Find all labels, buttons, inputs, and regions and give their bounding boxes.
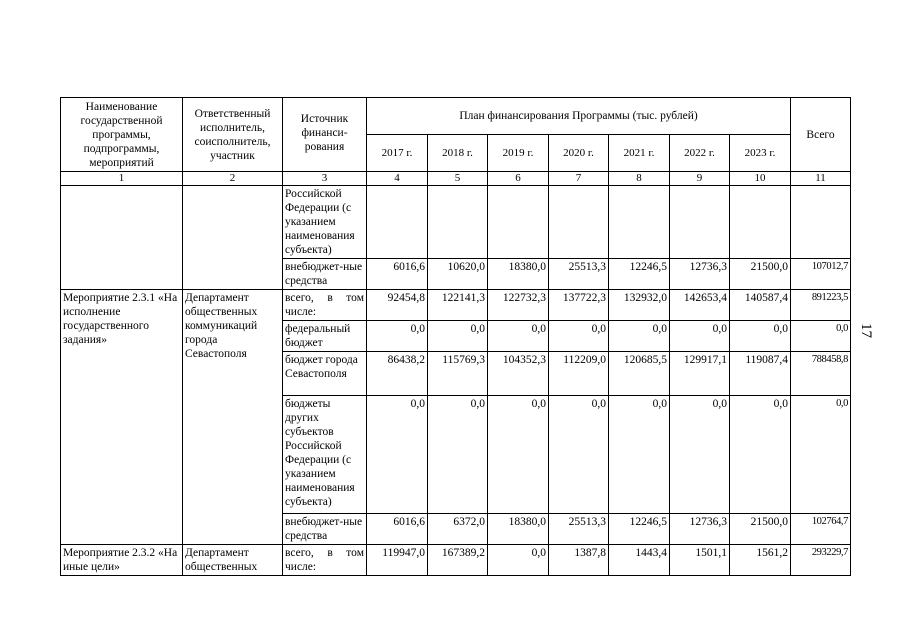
column-index: 2: [183, 172, 283, 186]
total-cell: 0,0: [791, 321, 851, 352]
source-cell: федеральный бюджет: [283, 321, 367, 352]
measure-name-cell: Мероприятие 2.3.2 «На иные цели»: [61, 545, 183, 576]
value-cell: [609, 186, 670, 259]
index-row: [61, 172, 851, 186]
value-cell: 12246,5: [609, 514, 670, 545]
value-cell: 0,0: [367, 321, 428, 352]
responsible-cell: Департамент общественных коммуникаций города Севастополя: [183, 290, 283, 545]
value-cell: 21500,0: [730, 514, 791, 545]
total-cell: 107012,7: [791, 259, 851, 290]
value-cell: 0,0: [730, 321, 791, 352]
measure-name-cell: [61, 186, 183, 290]
value-cell: [428, 186, 488, 259]
value-cell: 25513,3: [549, 259, 609, 290]
value-cell: 12246,5: [609, 259, 670, 290]
value-cell: 0,0: [488, 321, 549, 352]
value-cell: 6372,0: [428, 514, 488, 545]
year-header: 2019 г.: [488, 135, 549, 172]
value-cell: 122141,3: [428, 290, 488, 321]
responsible-cell: Департамент общественных: [183, 545, 283, 576]
column-index: 5: [428, 172, 488, 186]
year-header: 2018 г.: [428, 135, 488, 172]
value-cell: 6016,6: [367, 514, 428, 545]
value-cell: 12736,3: [670, 514, 730, 545]
value-cell: 0,0: [609, 321, 670, 352]
column-index: 6: [488, 172, 549, 186]
value-cell: 92454,8: [367, 290, 428, 321]
value-cell: 10620,0: [428, 259, 488, 290]
page-number: 17: [858, 323, 874, 338]
value-cell: 129917,1: [670, 352, 730, 396]
value-cell: 112209,0: [549, 352, 609, 396]
year-header: 2023 г.: [730, 135, 791, 172]
table-row: [61, 186, 851, 259]
value-cell: 115769,3: [428, 352, 488, 396]
value-cell: [730, 186, 791, 259]
column-index: 8: [609, 172, 670, 186]
year-header: 2020 г.: [549, 135, 609, 172]
total-cell: 891223,5: [791, 290, 851, 321]
value-cell: [488, 186, 549, 259]
source-cell: бюджет города Севастополя: [283, 352, 367, 396]
value-cell: 86438,2: [367, 352, 428, 396]
header-plan: План финансирования Программы (тыс. рублей): [367, 98, 791, 135]
value-cell: 1387,8: [549, 545, 609, 576]
value-cell: 0,0: [428, 396, 488, 514]
value-cell: 0,0: [670, 396, 730, 514]
value-cell: [549, 186, 609, 259]
value-cell: 0,0: [730, 396, 791, 514]
value-cell: 12736,3: [670, 259, 730, 290]
value-cell: 0,0: [367, 396, 428, 514]
source-cell: внебюджет-ные средства: [283, 259, 367, 290]
source-cell: всего, в том числе:: [283, 545, 367, 576]
finance-table-page: [60, 97, 850, 587]
value-cell: 119947,0: [367, 545, 428, 576]
value-cell: 0,0: [488, 396, 549, 514]
measure-name-cell: Мероприятие 2.3.1 «На исполнение государственного задания»: [61, 290, 183, 545]
year-header: 2021 г.: [609, 135, 670, 172]
value-cell: 18380,0: [488, 514, 549, 545]
value-cell: 132932,0: [609, 290, 670, 321]
value-cell: 1443,4: [609, 545, 670, 576]
value-cell: 142653,4: [670, 290, 730, 321]
column-index: 3: [283, 172, 367, 186]
value-cell: [670, 186, 730, 259]
value-cell: 104352,3: [488, 352, 549, 396]
source-cell: бюджеты других субъектов Российской Федерации (с указанием наименования субъекта): [283, 396, 367, 514]
year-header: 2017 г.: [367, 135, 428, 172]
total-cell: 293229,7: [791, 545, 851, 576]
responsible-cell: [183, 186, 283, 290]
header-name: Наименование государственной программы, подпрограммы, мероприятий: [61, 98, 183, 172]
value-cell: [791, 186, 851, 259]
value-cell: 137722,3: [549, 290, 609, 321]
value-cell: 0,0: [609, 396, 670, 514]
total-cell: 788458,8: [791, 352, 851, 396]
value-cell: 25513,3: [549, 514, 609, 545]
value-cell: 0,0: [549, 396, 609, 514]
value-cell: 0,0: [549, 321, 609, 352]
value-cell: [367, 186, 428, 259]
source-cell: Российской Федерации (с указанием наименования субъекта): [283, 186, 367, 259]
column-index: 4: [367, 172, 428, 186]
column-index: 10: [730, 172, 791, 186]
column-index: 11: [791, 172, 851, 186]
value-cell: 0,0: [428, 321, 488, 352]
table-row: [61, 290, 851, 321]
value-cell: 0,0: [670, 321, 730, 352]
value-cell: 120685,5: [609, 352, 670, 396]
value-cell: 1501,1: [670, 545, 730, 576]
source-cell: всего, в том числе:: [283, 290, 367, 321]
finance-table: [60, 97, 851, 576]
value-cell: 119087,4: [730, 352, 791, 396]
value-cell: 1561,2: [730, 545, 791, 576]
value-cell: 122732,3: [488, 290, 549, 321]
year-header: 2022 г.: [670, 135, 730, 172]
value-cell: 6016,6: [367, 259, 428, 290]
value-cell: 167389,2: [428, 545, 488, 576]
value-cell: 18380,0: [488, 259, 549, 290]
value-cell: 21500,0: [730, 259, 791, 290]
header-source: Источник финанси-рования: [283, 98, 367, 172]
value-cell: 0,0: [488, 545, 549, 576]
column-index: 1: [61, 172, 183, 186]
total-cell: 0,0: [791, 396, 851, 514]
column-index: 9: [670, 172, 730, 186]
header-responsible: Ответственный исполнитель, соисполнитель, участник: [183, 98, 283, 172]
header-total: Всего: [791, 98, 851, 172]
table-row: [61, 545, 851, 576]
value-cell: 140587,4: [730, 290, 791, 321]
total-cell: 102764,7: [791, 514, 851, 545]
column-index: 7: [549, 172, 609, 186]
source-cell: внебюджет-ные средства: [283, 514, 367, 545]
